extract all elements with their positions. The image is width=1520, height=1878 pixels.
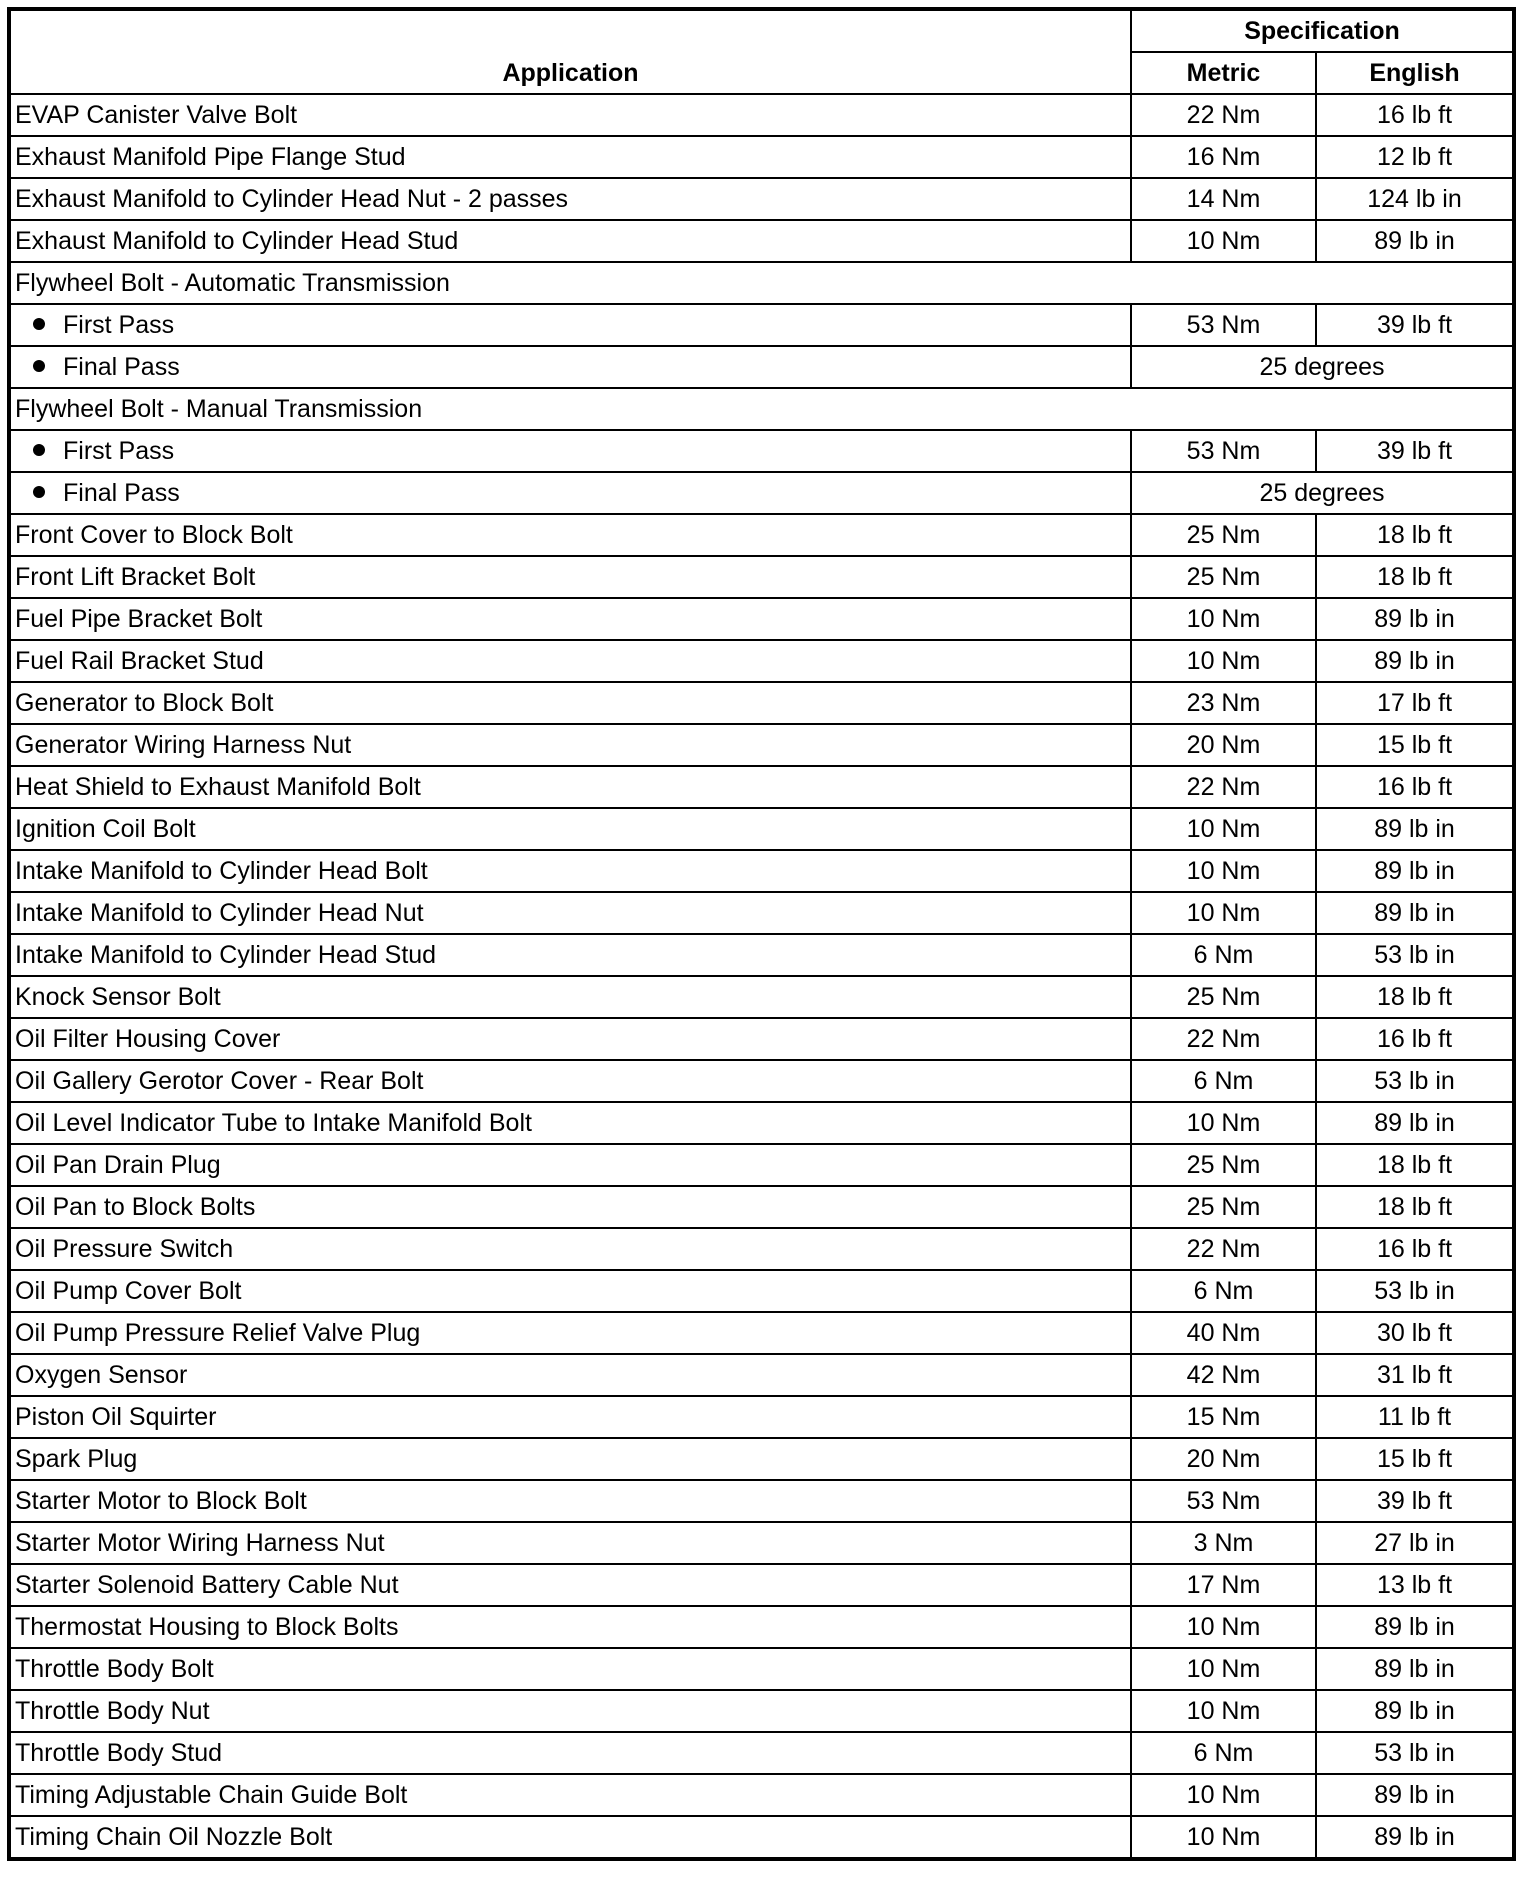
table-row [9,1438,1514,1480]
metric-cell: 10 Nm [1131,1648,1316,1690]
application-cell [9,220,1131,262]
metric-cell: 42 Nm [1131,1354,1316,1396]
english-cell: 16 lb ft [1316,1018,1514,1060]
spec-value-cell: 25 degrees [1131,472,1514,514]
application-label: Oil Gallery Gerotor Cover - Rear Bolt [15,1067,424,1095]
metric-cell: 22 Nm [1131,1018,1316,1060]
application-cell [9,976,1131,1018]
application-label: Throttle Body Nut [15,1697,210,1725]
application-cell [9,1648,1131,1690]
english-cell: 53 lb in [1316,1060,1514,1102]
application-label: Final Pass [63,479,180,507]
application-cell [9,430,1131,472]
application-label: Generator to Block Bolt [15,689,274,717]
english-cell: 16 lb ft [1316,766,1514,808]
spec-value-cell: 25 degrees [1131,346,1514,388]
application-cell [9,1102,1131,1144]
application-cell [9,1564,1131,1606]
metric-cell: 40 Nm [1131,1312,1316,1354]
metric-cell: 10 Nm [1131,1816,1316,1859]
metric-cell: 6 Nm [1131,934,1316,976]
english-cell: 89 lb in [1316,1816,1514,1859]
specification-header: Specification [1131,9,1514,52]
table-row [9,724,1514,766]
table-row [9,1774,1514,1816]
metric-cell: 53 Nm [1131,304,1316,346]
application-label: Flywheel Bolt - Manual Transmission [15,395,423,423]
metric-cell: 14 Nm [1131,178,1316,220]
table-row [9,850,1514,892]
application-label: Flywheel Bolt - Automatic Transmission [15,269,450,297]
metric-cell: 6 Nm [1131,1732,1316,1774]
application-cell [9,1186,1131,1228]
metric-cell: 3 Nm [1131,1522,1316,1564]
application-label: Oil Pump Pressure Relief Valve Plug [15,1319,421,1347]
application-label: EVAP Canister Valve Bolt [15,101,298,129]
metric-cell: 22 Nm [1131,94,1316,136]
metric-cell: 22 Nm [1131,1228,1316,1270]
table-row [9,1312,1514,1354]
table-row [9,682,1514,724]
metric-cell: 25 Nm [1131,976,1316,1018]
table-row [9,1102,1514,1144]
application-cell [9,598,1131,640]
table-row [9,892,1514,934]
english-cell: 18 lb ft [1316,514,1514,556]
application-cell [9,346,1131,388]
table-row [9,1564,1514,1606]
english-cell: 18 lb ft [1316,556,1514,598]
english-cell: 18 lb ft [1316,1186,1514,1228]
application-cell [9,136,1131,178]
table-row [9,1690,1514,1732]
application-label: Spark Plug [15,1445,138,1473]
metric-cell: 10 Nm [1131,892,1316,934]
table-row [9,976,1514,1018]
metric-cell: 22 Nm [1131,766,1316,808]
metric-cell: 10 Nm [1131,1102,1316,1144]
table-row [9,640,1514,682]
metric-header: Metric [1131,52,1316,94]
application-label: Starter Solenoid Battery Cable Nut [15,1571,399,1599]
english-cell: 15 lb ft [1316,1438,1514,1480]
english-cell: 39 lb ft [1316,304,1514,346]
metric-cell: 10 Nm [1131,640,1316,682]
application-cell [9,640,1131,682]
application-cell [9,850,1131,892]
application-label: Exhaust Manifold to Cylinder Head Stud [15,227,459,255]
application-label: Fuel Rail Bracket Stud [15,647,264,675]
english-cell: 11 lb ft [1316,1396,1514,1438]
english-cell: 13 lb ft [1316,1564,1514,1606]
english-cell: 89 lb in [1316,220,1514,262]
application-label: Oil Level Indicator Tube to Intake Manifold Bolt [15,1109,532,1137]
english-cell: 53 lb in [1316,1732,1514,1774]
english-cell: 31 lb ft [1316,1354,1514,1396]
bullet-icon [33,444,45,456]
application-header: Application [9,9,1131,94]
table-row [9,1816,1514,1859]
application-cell [9,178,1131,220]
metric-cell: 20 Nm [1131,724,1316,766]
table-row [9,1648,1514,1690]
application-label: Fuel Pipe Bracket Bolt [15,605,263,633]
application-cell [9,1480,1131,1522]
bullet-icon [33,360,45,372]
english-cell: 53 lb in [1316,934,1514,976]
bullet-icon [33,318,45,330]
english-cell: 124 lb in [1316,178,1514,220]
application-label: Starter Motor to Block Bolt [15,1487,307,1515]
bullet-icon [33,486,45,498]
application-cell [9,1690,1131,1732]
application-label: Starter Motor Wiring Harness Nut [15,1529,385,1557]
application-label: Final Pass [63,353,180,381]
application-label: Oil Pan Drain Plug [15,1151,221,1179]
application-cell [9,1228,1131,1270]
table-row [9,94,1514,136]
application-label: First Pass [63,311,175,339]
metric-cell: 10 Nm [1131,808,1316,850]
application-label: Oil Pan to Block Bolts [15,1193,256,1221]
table-row [9,346,1514,388]
application-label: Knock Sensor Bolt [15,983,221,1011]
table-row [9,1354,1514,1396]
metric-cell: 10 Nm [1131,1690,1316,1732]
metric-cell: 10 Nm [1131,1774,1316,1816]
table-row [9,934,1514,976]
table-row [9,1144,1514,1186]
application-cell [9,934,1131,976]
application-label: Front Lift Bracket Bolt [15,563,256,591]
english-cell: 30 lb ft [1316,1312,1514,1354]
table-body [9,94,1514,1859]
english-cell: 12 lb ft [1316,136,1514,178]
application-label: Piston Oil Squirter [15,1403,217,1431]
metric-cell: 25 Nm [1131,556,1316,598]
application-cell [9,472,1131,514]
english-cell: 89 lb in [1316,1102,1514,1144]
metric-cell: 6 Nm [1131,1270,1316,1312]
application-cell [9,892,1131,934]
table-row [9,262,1514,304]
english-cell: 39 lb ft [1316,430,1514,472]
metric-cell: 25 Nm [1131,514,1316,556]
english-cell: 89 lb in [1316,1606,1514,1648]
application-cell [9,514,1131,556]
metric-cell: 20 Nm [1131,1438,1316,1480]
application-label: Generator Wiring Harness Nut [15,731,352,759]
header-row-top [9,9,1514,52]
application-cell [9,1270,1131,1312]
table-row [9,304,1514,346]
metric-cell: 53 Nm [1131,1480,1316,1522]
english-cell: 89 lb in [1316,808,1514,850]
english-cell: 89 lb in [1316,1648,1514,1690]
table-row [9,220,1514,262]
metric-cell: 25 Nm [1131,1144,1316,1186]
application-cell [9,94,1131,136]
table-row [9,1270,1514,1312]
application-label: Timing Adjustable Chain Guide Bolt [15,1781,408,1809]
metric-cell: 15 Nm [1131,1396,1316,1438]
application-cell [9,1312,1131,1354]
metric-cell: 16 Nm [1131,136,1316,178]
application-cell [9,808,1131,850]
metric-cell: 10 Nm [1131,1606,1316,1648]
application-label: First Pass [63,437,175,465]
english-cell: 89 lb in [1316,598,1514,640]
application-label: Timing Chain Oil Nozzle Bolt [15,1823,333,1851]
table-row [9,1396,1514,1438]
english-cell: 18 lb ft [1316,1144,1514,1186]
english-cell: 17 lb ft [1316,682,1514,724]
application-cell [9,1144,1131,1186]
application-label: Exhaust Manifold Pipe Flange Stud [15,143,406,171]
application-label: Oil Pump Cover Bolt [15,1277,242,1305]
application-cell [9,1060,1131,1102]
table-row [9,472,1514,514]
english-cell: 39 lb ft [1316,1480,1514,1522]
table-row [9,1522,1514,1564]
application-cell [9,1396,1131,1438]
application-label: Front Cover to Block Bolt [15,521,293,549]
application-label: Oxygen Sensor [15,1361,188,1389]
table-row [9,1018,1514,1060]
application-cell [9,1354,1131,1396]
table-row [9,430,1514,472]
application-label: Intake Manifold to Cylinder Head Bolt [15,857,428,885]
english-cell: 89 lb in [1316,892,1514,934]
english-cell: 16 lb ft [1316,1228,1514,1270]
table-row [9,1228,1514,1270]
application-label: Throttle Body Stud [15,1739,223,1767]
english-header: English [1316,52,1514,94]
application-cell [9,1816,1131,1859]
english-cell: 53 lb in [1316,1270,1514,1312]
application-cell [9,682,1131,724]
english-cell: 16 lb ft [1316,94,1514,136]
english-cell: 89 lb in [1316,1774,1514,1816]
metric-cell: 6 Nm [1131,1060,1316,1102]
application-label: Heat Shield to Exhaust Manifold Bolt [15,773,421,801]
torque-spec-table [7,7,1516,1861]
metric-cell: 17 Nm [1131,1564,1316,1606]
table-row [9,136,1514,178]
application-label: Oil Pressure Switch [15,1235,234,1263]
application-cell [9,262,1514,304]
application-cell [9,724,1131,766]
table-row [9,556,1514,598]
application-label: Exhaust Manifold to Cylinder Head Nut - 2 passes [15,185,569,213]
application-cell [9,388,1514,430]
application-label: Throttle Body Bolt [15,1655,214,1683]
table-row [9,514,1514,556]
application-cell [9,766,1131,808]
table-row [9,808,1514,850]
application-label: Ignition Coil Bolt [15,815,196,843]
metric-cell: 10 Nm [1131,850,1316,892]
table-row [9,1732,1514,1774]
table-row [9,1186,1514,1228]
metric-cell: 25 Nm [1131,1186,1316,1228]
metric-cell: 53 Nm [1131,430,1316,472]
application-label: Thermostat Housing to Block Bolts [15,1613,399,1641]
english-cell: 27 lb in [1316,1522,1514,1564]
application-label: Intake Manifold to Cylinder Head Nut [15,899,424,927]
application-cell [9,1438,1131,1480]
application-cell [9,1774,1131,1816]
metric-cell: 10 Nm [1131,598,1316,640]
english-cell: 89 lb in [1316,850,1514,892]
metric-cell: 10 Nm [1131,220,1316,262]
application-label: Intake Manifold to Cylinder Head Stud [15,941,437,969]
table-row [9,598,1514,640]
application-cell [9,1522,1131,1564]
application-cell [9,556,1131,598]
application-label: Oil Filter Housing Cover [15,1025,281,1053]
english-cell: 15 lb ft [1316,724,1514,766]
table-row [9,178,1514,220]
table-row [9,388,1514,430]
application-cell [9,1018,1131,1060]
application-cell [9,304,1131,346]
english-cell: 89 lb in [1316,640,1514,682]
table-row [9,1060,1514,1102]
table-row [9,766,1514,808]
table-header [9,9,1514,94]
table-row [9,1606,1514,1648]
application-cell [9,1732,1131,1774]
english-cell: 18 lb ft [1316,976,1514,1018]
application-cell [9,1606,1131,1648]
table-row [9,1480,1514,1522]
metric-cell: 23 Nm [1131,682,1316,724]
english-cell: 89 lb in [1316,1690,1514,1732]
